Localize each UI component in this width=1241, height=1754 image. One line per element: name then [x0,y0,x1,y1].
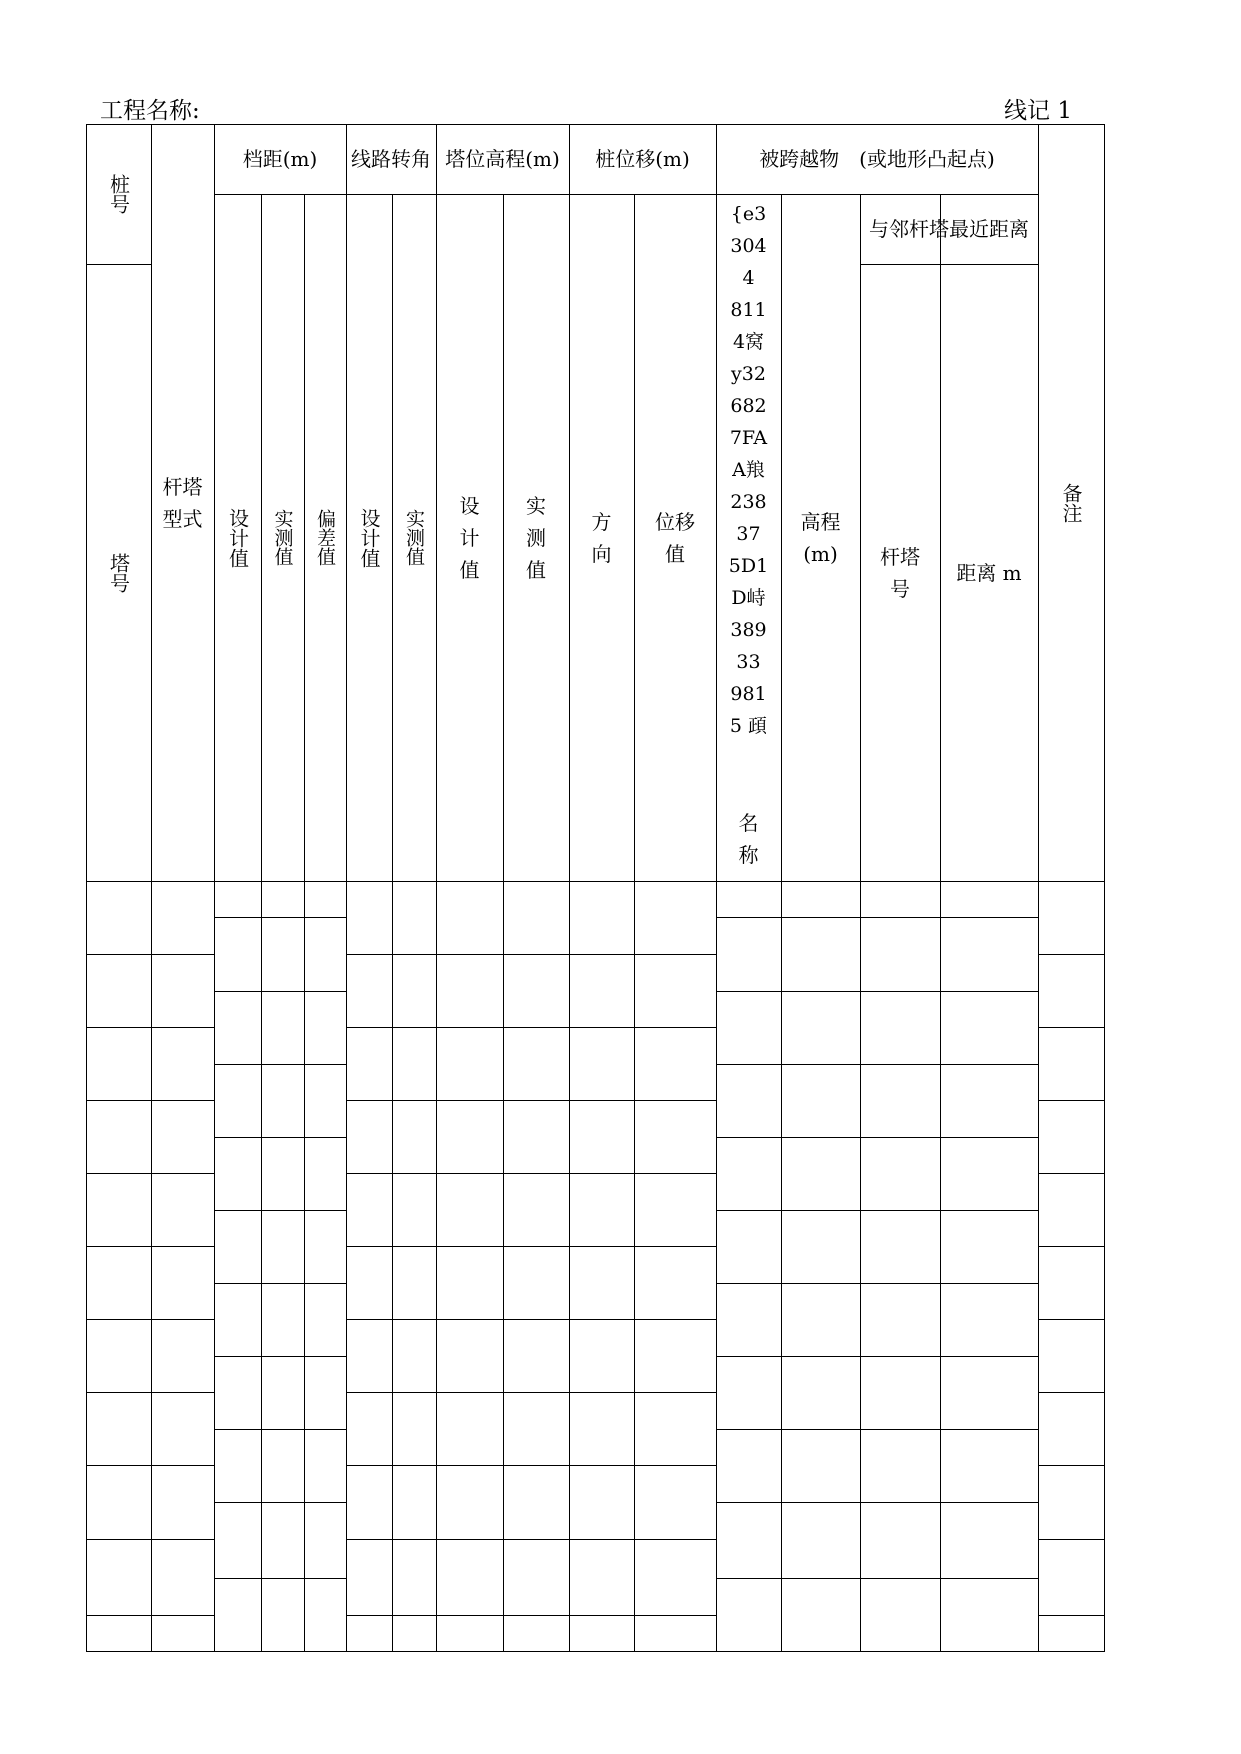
span-header: 档距(m) [242,147,318,171]
row-line [1038,1319,1105,1320]
row-line [716,1502,1039,1503]
row-line [346,1246,717,1247]
row-line [86,1615,215,1616]
distance-header: 距离 m [956,560,1022,585]
row-line [86,1100,215,1101]
line-angle-header: 线路转角 [351,147,431,171]
row-line [214,1064,347,1065]
row-line [214,1578,347,1579]
row-line [86,1392,215,1393]
project-name-label: 工程名称: [100,98,200,124]
row-line [346,1100,717,1101]
crossed-code-text: {e3 304 4 811 4窝 y32 682 7FA A羪 238 37 5D1 D峙 389 33 981 5 頙 [728,203,769,737]
row-line [214,1356,347,1357]
angle-measured-header: 实测值 [403,509,425,566]
row-line [86,1539,215,1540]
remark-header: 备注 [1059,482,1083,523]
row-line [716,1578,1039,1579]
row-line [716,991,1039,992]
span-measured-header: 实测值 [271,509,294,566]
row-line [1038,1027,1105,1028]
row-line [346,1392,717,1393]
row-line [214,1137,347,1138]
crossed-name-header: 名 称 [738,811,759,867]
elevation-header: 高程 (m) [800,509,841,566]
row-line [716,1429,1039,1430]
pile-no-header: 桩号 [106,174,131,214]
row-line [214,1502,347,1503]
row-line [716,917,1039,918]
record-table [86,124,1105,1652]
row-line [86,1465,215,1466]
row-line [346,1465,717,1466]
row-line [1038,1615,1105,1616]
tower-elev-header: 塔位高程(m) [445,147,560,171]
header-line [86,881,1105,882]
row-line [346,1027,717,1028]
row-line [346,1615,717,1616]
row-line [214,991,347,992]
row-line [86,1319,215,1320]
shift-direction-header: 方 向 [591,509,612,566]
record-code: 线记 1 [1004,98,1072,124]
span-design-header: 设计值 [225,507,250,568]
tower-type-header: 杆塔 型式 [162,474,203,531]
row-line [346,1319,717,1320]
row-line [1038,1465,1105,1466]
row-line [86,954,215,955]
tower-no-header: 塔号 [106,552,131,593]
row-line [1038,1100,1105,1101]
row-line [1038,954,1105,955]
row-line [86,1173,215,1174]
row-line [716,1283,1039,1284]
row-line [214,1429,347,1430]
span-deviation-header: 偏差值 [314,509,336,566]
row-line [346,1173,717,1174]
angle-design-header: 设计值 [357,507,381,568]
row-line [346,954,717,955]
elev-measured-header: 实 测 值 [526,493,546,582]
row-line [716,1210,1039,1211]
nearest-distance-header: 与邻杆塔最近距离 [869,217,1029,241]
row-line [1038,1392,1105,1393]
row-line [214,1210,347,1211]
row-line [1038,1173,1105,1174]
nearest-tower-header: 杆塔 号 [880,544,920,601]
row-line [86,1246,215,1247]
row-line [716,1137,1039,1138]
shift-value-header: 位移 值 [655,509,695,566]
row-line [86,1027,215,1028]
row-line [346,1539,717,1540]
elev-design-header: 设 计 值 [459,493,480,582]
row-line [716,1356,1039,1357]
row-line [1038,1246,1105,1247]
row-line [716,1064,1039,1065]
table-border [86,1651,1105,1652]
row-line [1038,1539,1105,1540]
pile-shift-header: 桩位移(m) [595,147,690,171]
row-line [214,1283,347,1284]
crossed-header: 被跨越物 (或地形凸起点) [759,147,995,171]
table-border [1104,124,1105,1652]
row-line [214,917,347,918]
